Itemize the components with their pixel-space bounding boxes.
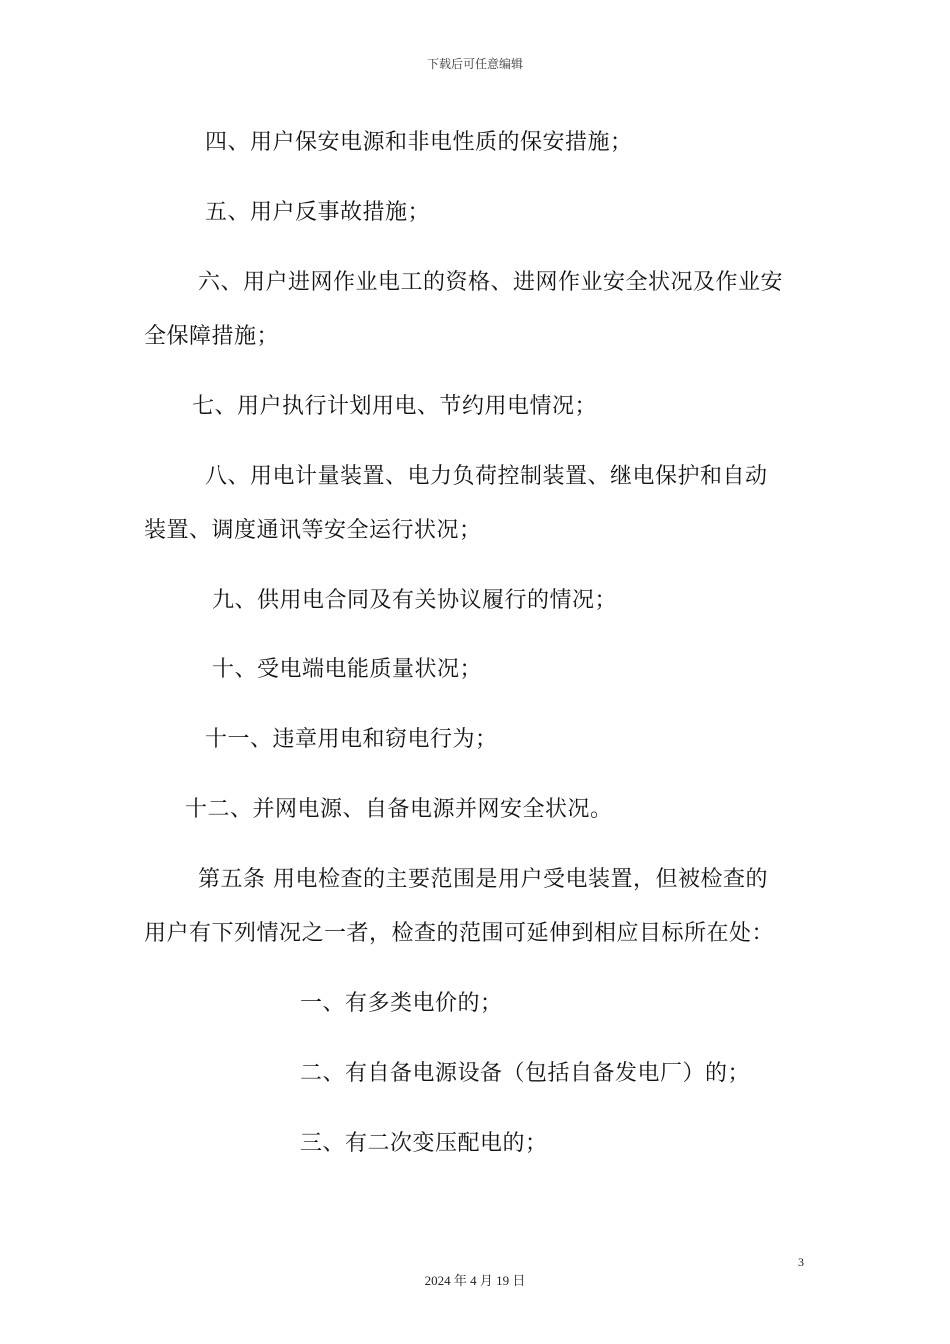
clause-item-8-line-1: 八、用电计量装置、电力负荷控制装置、继电保护和自动 <box>205 464 768 489</box>
clause-item-10: 十、受电端电能质量状况； <box>212 657 483 682</box>
footer-date: 2024 年 4 月 19 日 <box>424 1273 526 1288</box>
article-5-line-1: 第五条 用电检查的主要范围是用户受电装置，但被检查的 <box>198 867 768 892</box>
scope-item-2: 二、有自备电源设备（包括自备发电厂）的； <box>300 1061 751 1086</box>
clause-item-8-line-2: 装置、调度通讯等安全运行状况； <box>144 518 482 543</box>
clause-item-9: 九、供用电合同及有关协议履行的情况； <box>212 588 618 613</box>
clause-item-6-line-2: 全保障措施； <box>144 324 280 349</box>
clause-item-7: 七、用户执行计划用电、节约用电情况； <box>192 394 598 419</box>
scope-item-3: 三、有二次变压配电的； <box>300 1131 548 1156</box>
clause-item-5: 五、用户反事故措施； <box>205 200 431 225</box>
page-header: 下载后可任意编辑 <box>426 57 523 71</box>
clause-item-6-line-1: 六、用户进网作业电工的资格、进网作业安全状况及作业安 <box>198 270 784 295</box>
scope-item-1: 一、有多类电价的； <box>300 991 503 1016</box>
article-5-line-2: 用户有下列情况之一者，检查的范围可延伸到相应目标所在处： <box>144 921 775 946</box>
clause-item-11: 十一、违章用电和窃电行为； <box>205 727 498 752</box>
clause-item-4: 四、用户保安电源和非电性质的保安措施； <box>205 130 633 155</box>
page-number: 3 <box>798 1255 804 1269</box>
clause-item-12: 十二、并网电源、自备电源并网安全状况。 <box>185 797 613 822</box>
